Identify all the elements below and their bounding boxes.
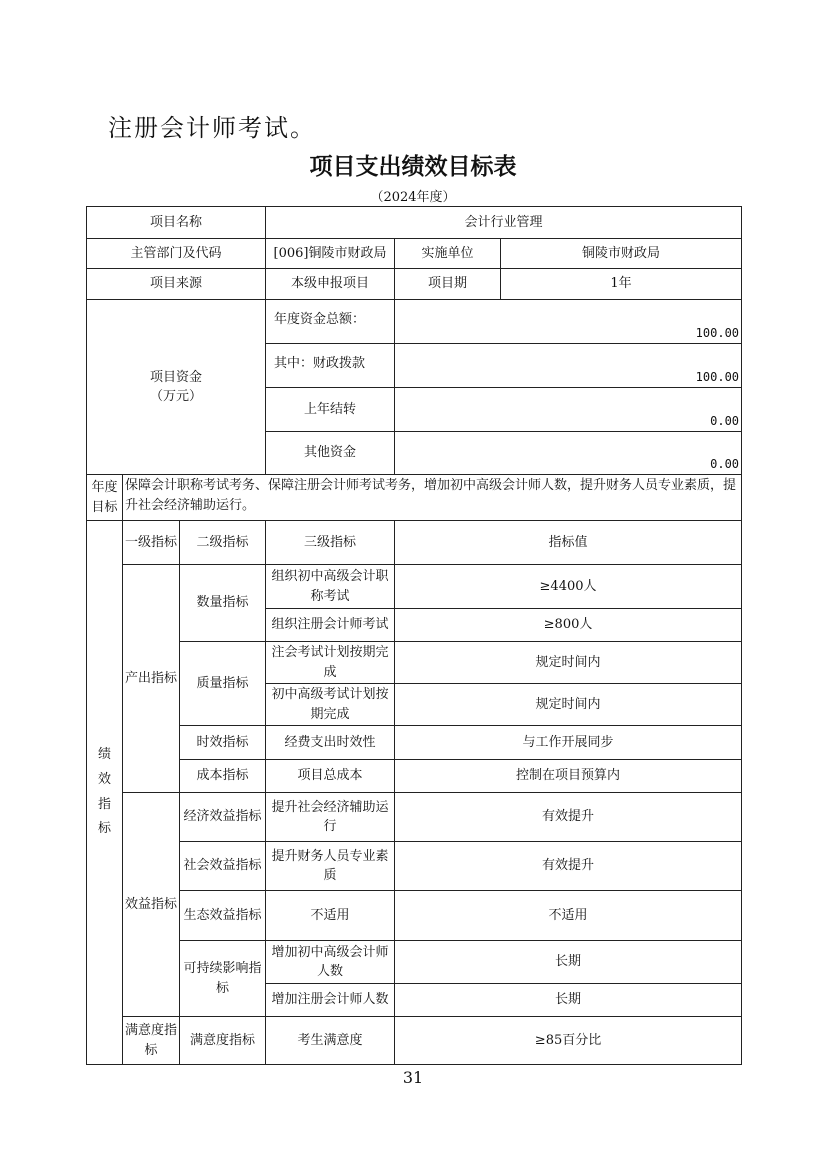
indicator-level3: 不适用 (266, 891, 395, 941)
quantity-indicators-label: 数量指标 (180, 565, 266, 642)
indicator-level3: 组织初中高级会计职称考试 (266, 565, 395, 609)
indicator-level3: 项目总成本 (266, 760, 395, 793)
department-value: [006]铜陵市财政局 (266, 239, 395, 269)
indicator-value: 有效提升 (395, 793, 742, 842)
annual-total-value: 100.00 (395, 300, 742, 344)
header-value: 指标值 (395, 521, 742, 565)
header-level1: 一级指标 (123, 521, 180, 565)
funds-label-line2: （万元） (150, 389, 203, 404)
indicator-level3: 经费支出时效性 (266, 726, 395, 760)
year-label: （2024年度） (370, 190, 456, 205)
implementer-value: 铜陵市财政局 (501, 239, 742, 269)
fiscal-value: 100.00 (395, 344, 742, 388)
funds-label (87, 300, 266, 475)
quality-indicators-label: 质量指标 (180, 642, 266, 726)
carryover-label: 上年结转 (266, 388, 395, 432)
output-indicators-label: 产出指标 (123, 565, 180, 793)
sustainable-impact-label: 可持续影响指标 (180, 941, 266, 1017)
page-number: 31 (402, 1068, 424, 1087)
indicator-level3: 提升财务人员专业素质 (266, 842, 395, 891)
benefit-indicators-label: 效益指标 (123, 793, 180, 1017)
performance-target-table (86, 206, 742, 1065)
department-label: 主管部门及代码 (87, 239, 266, 269)
page-title: 项目支出绩效目标表 (309, 154, 517, 180)
funds-label-line1: 项目资金 (150, 369, 203, 385)
indicator-value: 与工作开展同步 (395, 726, 742, 760)
indicator-value: ≥800人 (395, 609, 742, 642)
economic-benefit-label: 经济效益指标 (180, 793, 266, 842)
indicator-value: 规定时间内 (395, 642, 742, 684)
header-level2: 二级指标 (180, 521, 266, 565)
indicator-level3: 增加注册会计师人数 (266, 984, 395, 1017)
satisfaction-level1-label: 满意度指标 (123, 1017, 180, 1065)
source-value: 本级申报项目 (266, 269, 395, 300)
indicator-value: 规定时间内 (395, 684, 742, 726)
cost-indicators-label: 成本指标 (180, 760, 266, 793)
indicator-level3: 增加初中高级会计师人数 (266, 941, 395, 984)
ecological-benefit-label: 生态效益指标 (180, 891, 266, 941)
goal-label: 年度目标 (87, 475, 123, 521)
carryover-value: 0.00 (395, 388, 742, 432)
header-level3: 三级指标 (266, 521, 395, 565)
performance-indicators-label (87, 521, 123, 1065)
period-value: 1年 (501, 269, 742, 300)
lead-text: 注册会计师考试。 (108, 114, 316, 142)
goal-text: 保障会计职称考试考务、保障注册会计师考试考务，增加初中高级会计师人数，提升财务人员专业素质，提升社会经济辅助运行。 (123, 475, 742, 521)
indicator-level3: 初中高级考试计划按期完成 (266, 684, 395, 726)
other-funds-value: 0.00 (395, 432, 742, 475)
satisfaction-level2-label: 满意度指标 (180, 1017, 266, 1065)
indicator-value: 长期 (395, 941, 742, 984)
indicator-level3: 注会考试计划按期完成 (266, 642, 395, 684)
source-label: 项目来源 (87, 269, 266, 300)
indicator-level3: 组织注册会计师考试 (266, 609, 395, 642)
project-name-label: 项目名称 (87, 207, 266, 239)
project-name-value: 会计行业管理 (266, 207, 742, 239)
other-funds-label: 其他资金 (266, 432, 395, 475)
implementer-label: 实施单位 (395, 239, 501, 269)
indicator-value: 不适用 (395, 891, 742, 941)
indicator-value: ≥85百分比 (395, 1017, 742, 1065)
period-label: 项目期 (395, 269, 501, 300)
indicator-value: ≥4400人 (395, 565, 742, 609)
indicator-level3: 提升社会经济辅助运行 (266, 793, 395, 842)
timeliness-indicators-label: 时效指标 (180, 726, 266, 760)
indicator-level3: 考生满意度 (266, 1017, 395, 1065)
fiscal-label: 其中：财政拨款 (266, 344, 395, 388)
social-benefit-label: 社会效益指标 (180, 842, 266, 891)
performance-indicators-text: 绩效指标 (97, 747, 111, 837)
indicator-value: 有效提升 (395, 842, 742, 891)
indicator-value: 长期 (395, 984, 742, 1017)
indicator-value: 控制在项目预算内 (395, 760, 742, 793)
annual-total-label: 年度资金总额： (266, 300, 395, 344)
